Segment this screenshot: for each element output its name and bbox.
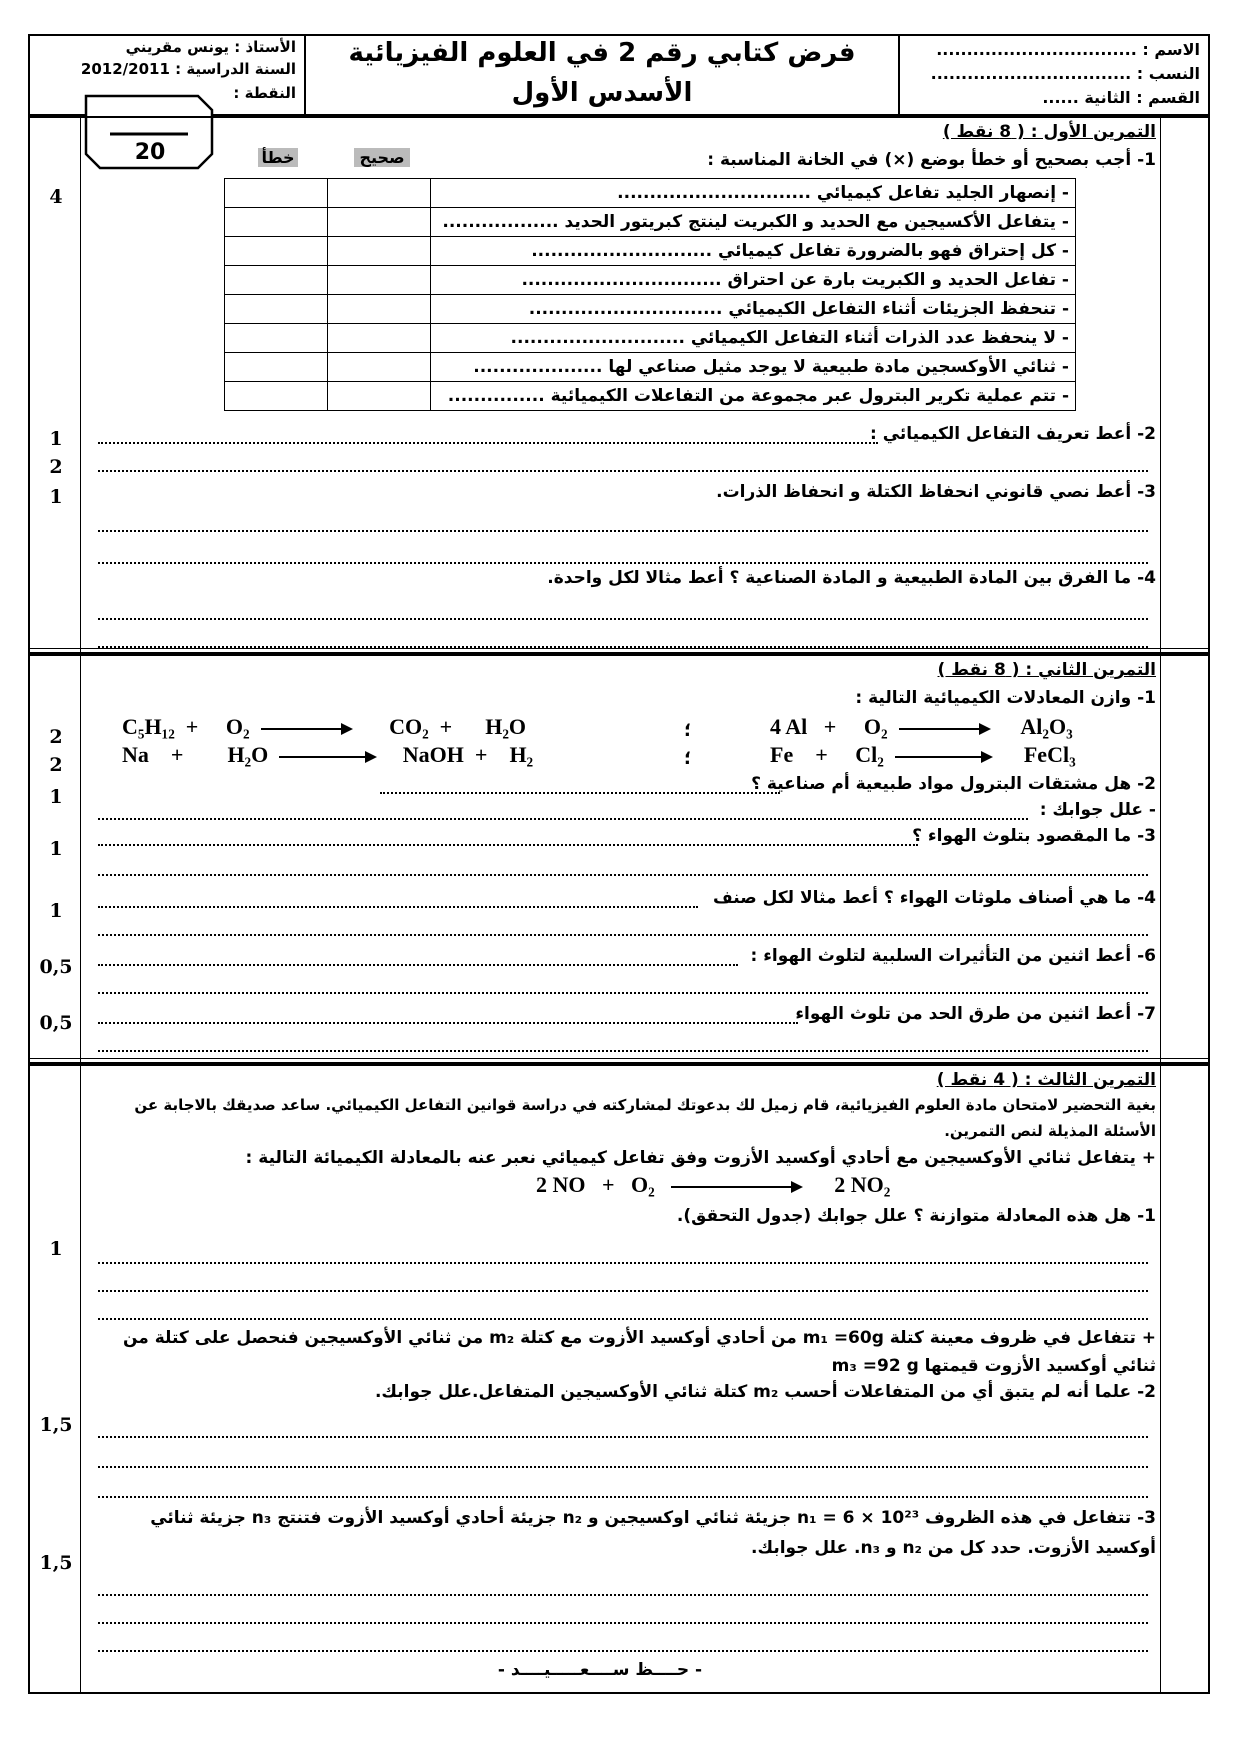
tf-statement: - تتم عملية تكرير البترول عبر مجموعة من التفاعلات الكيميائية ............... <box>431 382 1076 411</box>
true-cell[interactable] <box>328 266 431 295</box>
name-line[interactable]: الاسم : ................................. <box>936 40 1200 59</box>
reaction-arrow-icon <box>895 756 991 758</box>
answer-line[interactable] <box>98 830 918 846</box>
reaction-arrow-icon <box>279 756 375 758</box>
equation-1 <box>122 714 526 740</box>
equation-3 <box>122 742 533 768</box>
eq1-reactant: C₅H₁₂ <box>122 714 175 739</box>
tf-statement: - يتفاعل الأكسيجين مع الحديد و الكبريت لينتج كبريتور الحديد .................. <box>431 208 1076 237</box>
surname-line[interactable]: النسب : ................................. <box>930 64 1200 83</box>
equation-4 <box>770 742 1076 768</box>
answer-line[interactable] <box>98 1608 1148 1624</box>
tf-row <box>225 353 1076 382</box>
eq4-reactant: Fe <box>770 742 794 767</box>
teacher-line: الأستاذ : يونس مقريني <box>125 38 296 56</box>
ex1-score: 1 <box>49 486 63 508</box>
true-cell[interactable] <box>328 237 431 266</box>
answer-line[interactable] <box>98 978 1148 994</box>
ex2-q1: 1- وازن المعادلات الكيميائية التالية : <box>855 688 1156 708</box>
ex2-score: 1 <box>49 786 63 808</box>
ex1-q2: 2- أعط تعريف التفاعل الكيميائي : <box>869 424 1156 444</box>
ex2-q7: 7- أعط اثنين من طرق الحد من تلوث الهواء <box>795 1004 1156 1024</box>
reaction-arrow-icon <box>261 728 351 730</box>
ex1-score: 4 <box>49 186 63 208</box>
ex1-bottom-double <box>28 648 1210 649</box>
grade-label: النقطة : <box>233 84 296 102</box>
ex3-q3b: أوكسيد الأزوت. حدد كل من n₂ و n₃. علل جوابك. <box>751 1538 1156 1558</box>
ex3-score: 1,5 <box>39 1414 73 1436</box>
answer-line[interactable] <box>98 950 738 966</box>
ex3-intro1: بغية التحضير لامتحان مادة العلوم الفيزيائية، قام زميل لك بدعوتك لمشاركته في دراسة قوانين التفاعل الكيميائي. ساعد صديقك بالاجابة عن <box>134 1096 1156 1114</box>
false-cell[interactable] <box>225 237 328 266</box>
ex2-score: 2 <box>49 726 63 748</box>
tf-row <box>225 382 1076 411</box>
ex3-title: التمرين الثالث : ( 4 نقط ) <box>936 1070 1156 1090</box>
exam-title: فرض كتابي رقم 2 في العلوم الفيزيائية <box>348 38 856 68</box>
false-cell[interactable] <box>225 324 328 353</box>
answer-line[interactable] <box>98 456 1148 472</box>
tf-row <box>225 208 1076 237</box>
ex2-q2: 2- هل مشتقات البترول مواد طبيعية أم صناعية ؟ <box>751 774 1156 794</box>
year-line: السنة الدراسية : 2012/2011 <box>80 60 296 78</box>
ex2-score: 2 <box>49 754 63 776</box>
tf-statement: - تفاعل الحديد و الكبريت بارة عن احتراق ............................... <box>431 266 1076 295</box>
answer-line[interactable] <box>98 892 698 908</box>
ex2-right-divider <box>1160 654 1161 1064</box>
ex2-title: التمرين الثاني : ( 8 نقط ) <box>937 660 1156 680</box>
tf-row <box>225 266 1076 295</box>
false-cell[interactable] <box>225 179 328 208</box>
equation-no <box>536 1172 890 1198</box>
eq3-product: NaOH <box>402 742 464 767</box>
eq3-product: H₂ <box>509 742 534 767</box>
class-line[interactable]: القسم : الثانية ...... <box>1042 88 1200 107</box>
eq1-plus: + <box>185 714 199 739</box>
ex1-right-divider <box>1160 116 1161 654</box>
ex3-statement1: + يتفاعل ثنائي الأوكسيجين مع أحادي أوكسيد الأزوت وفق تفاعل كيميائي نعبر عنه بالمعادلة الكيميائة التالية : <box>245 1148 1156 1168</box>
false-cell[interactable] <box>225 266 328 295</box>
eq1-reactant: O₂ <box>225 714 250 739</box>
eq1-product: H₂O <box>485 714 527 739</box>
no-reactant: O₂ <box>631 1172 655 1197</box>
no-plus: + <box>602 1172 615 1197</box>
eq4-reactant: Cl₂ <box>855 742 884 767</box>
reaction-arrow-icon <box>899 728 989 730</box>
tf-statement: - إنصهار الجليد تفاعل كيميائي .............................. <box>431 179 1076 208</box>
answer-line[interactable] <box>98 1008 798 1024</box>
tf-statement: - ثنائي الأوكسجين مادة طبيعية لا يوجد مثيل صناعي لها .................... <box>431 353 1076 382</box>
eq4-product: FeCl₃ <box>1023 742 1076 767</box>
answer-line[interactable] <box>98 548 1148 564</box>
ex1-q1: 1- أجب بصحيح أو خطأ بوضع (×) في الخانة المناسبة : <box>707 150 1156 170</box>
ex1-score: 2 <box>49 456 63 478</box>
answer-line[interactable] <box>98 1580 1148 1596</box>
eq3-reactant: H₂O <box>227 742 269 767</box>
eq2-reactant: O₂ <box>863 714 888 739</box>
ex3-score: 1 <box>49 1238 63 1260</box>
ex1-q4: 4- ما الفرق بين المادة الطبيعية و المادة الصناعية ؟ أعط مثالا لكل واحدة. <box>547 568 1156 588</box>
grade-total: 20 <box>134 140 166 165</box>
false-cell[interactable] <box>225 382 328 411</box>
eq-separator: ؛ <box>684 720 692 741</box>
ex2-bottom-double <box>28 1058 1210 1059</box>
answer-line[interactable] <box>98 1276 1148 1292</box>
eq2-product: Al₂O₃ <box>1020 714 1073 739</box>
answer-line[interactable] <box>98 1248 1148 1264</box>
answer-line[interactable] <box>98 1036 1148 1052</box>
tf-row <box>225 324 1076 353</box>
eq3-plus: + <box>170 742 184 767</box>
equation-2 <box>770 714 1073 740</box>
ex1-title: التمرين الأول : ( 8 نقط ) <box>942 122 1156 142</box>
answer-line[interactable] <box>98 920 1148 936</box>
tf-statement: - تنحفظ الجزيئات أثناء التفاعل الكيميائي .............................. <box>431 295 1076 324</box>
ex1-score: 1 <box>49 428 63 450</box>
true-cell[interactable] <box>328 179 431 208</box>
answer-line[interactable] <box>98 1482 1148 1498</box>
semester-title: الأسدس الأول <box>511 78 693 108</box>
eq1-plus: + <box>439 714 453 739</box>
true-false-table <box>224 178 1076 411</box>
answer-line[interactable] <box>98 604 1148 620</box>
ex1-q3: 3- أعط نصي قانوني انحفاظ الكتلة و انحفاظ الذرات. <box>716 482 1156 502</box>
eq2-reactant: 4 Al <box>770 714 808 739</box>
ex2-score: 0,5 <box>39 956 73 978</box>
answer-line[interactable] <box>98 516 1148 532</box>
false-cell[interactable] <box>225 353 328 382</box>
ex2-score: 1 <box>49 838 63 860</box>
header-title-box <box>304 34 900 116</box>
ex3-q3a: 3- تتفاعل في هذه الظروف n₁ = 6 × 10²³ جزيئة ثنائي اوكسيجين و n₂ جزيئة أحادي أوكسيد الأزوت فتنتج n₃ جزيئة ثنائي <box>150 1508 1156 1528</box>
answer-line[interactable] <box>380 778 780 794</box>
eq-separator: ؛ <box>684 748 692 769</box>
good-luck-footer: - حــــظ ســــعـــــيــــد - <box>497 1660 703 1680</box>
eq3-reactant: Na <box>122 742 149 767</box>
no-product: 2 NO₂ <box>834 1172 891 1197</box>
tf-row <box>225 179 1076 208</box>
tf-statement: - لا ينحفظ عدد الذرات أثناء التفاعل الكيميائي ........................... <box>431 324 1076 353</box>
tf-statement: - كل إحتراق فهو بالضرورة تفاعل كيميائي ............................ <box>431 237 1076 266</box>
eq4-plus: + <box>815 742 828 767</box>
no-reactant: 2 NO <box>536 1172 586 1197</box>
ex3-q1: 1- هل هذه المعادلة متوازنة ؟ علل جوابك (جدول التحقق). <box>676 1206 1156 1226</box>
false-cell[interactable] <box>225 295 328 324</box>
reaction-arrow-icon <box>671 1186 801 1188</box>
answer-line[interactable] <box>98 860 1148 876</box>
col-true-header: صحيح <box>354 148 410 167</box>
eq1-product: CO₂ <box>389 714 429 739</box>
answer-line[interactable] <box>98 1304 1148 1320</box>
ex3-statement2a: + تتفاعل في ظروف معينة كتلة m₁ =60g من أحادي أوكسيد الأزوت مع كتلة m₂ من ثنائي الأوكسيجين فنحصل على كتلة من <box>122 1328 1156 1348</box>
true-cell[interactable] <box>328 382 431 411</box>
true-cell[interactable] <box>328 295 431 324</box>
tf-row <box>225 295 1076 324</box>
ex2-q4: 4- ما هي أصناف ملوثات الهواء ؟ أعط مثالا لكل صنف <box>713 888 1156 908</box>
answer-line[interactable] <box>98 632 1148 648</box>
true-cell[interactable] <box>328 324 431 353</box>
ex2-score: 0,5 <box>39 1012 73 1034</box>
ex3-statement2b: ثنائي أوكسيد الأزوت قيمتها m₃ =92 g <box>831 1356 1156 1376</box>
ex2-q3: 3- ما المقصود بتلوث الهواء ؟ <box>912 826 1156 846</box>
ex2-q6: 6- أعط اثنين من التأثيرات السلبية لتلوث الهواء : <box>750 946 1156 966</box>
ex3-intro2: الأسئلة المذيلة لنص التمرين. <box>944 1122 1156 1140</box>
ex3-score: 1,5 <box>39 1552 73 1574</box>
eq2-plus: + <box>823 714 837 739</box>
ex2-score: 1 <box>49 900 63 922</box>
answer-line[interactable] <box>98 1422 1148 1438</box>
eq3-plus: + <box>474 742 488 767</box>
ex3-score-divider <box>80 1064 81 1694</box>
tf-row <box>225 237 1076 266</box>
true-cell[interactable] <box>328 353 431 382</box>
ex3-q2: 2- علما أنه لم يتبق أي من المتفاعلات أحسب m₂ كتلة ثنائي الأوكسيجين المتفاعل.علل جوابك. <box>374 1382 1156 1402</box>
col-false-header: خطأ <box>258 148 298 167</box>
header-student-box <box>898 34 1210 116</box>
answer-line[interactable] <box>98 428 878 444</box>
ex2-q2b: - علل جوابك : <box>1039 800 1156 820</box>
true-cell[interactable] <box>328 208 431 237</box>
false-cell[interactable] <box>225 208 328 237</box>
answer-line[interactable] <box>98 1636 1148 1652</box>
answer-line[interactable] <box>98 1452 1148 1468</box>
answer-line[interactable] <box>98 804 1028 820</box>
ex3-right-divider <box>1160 1064 1161 1694</box>
